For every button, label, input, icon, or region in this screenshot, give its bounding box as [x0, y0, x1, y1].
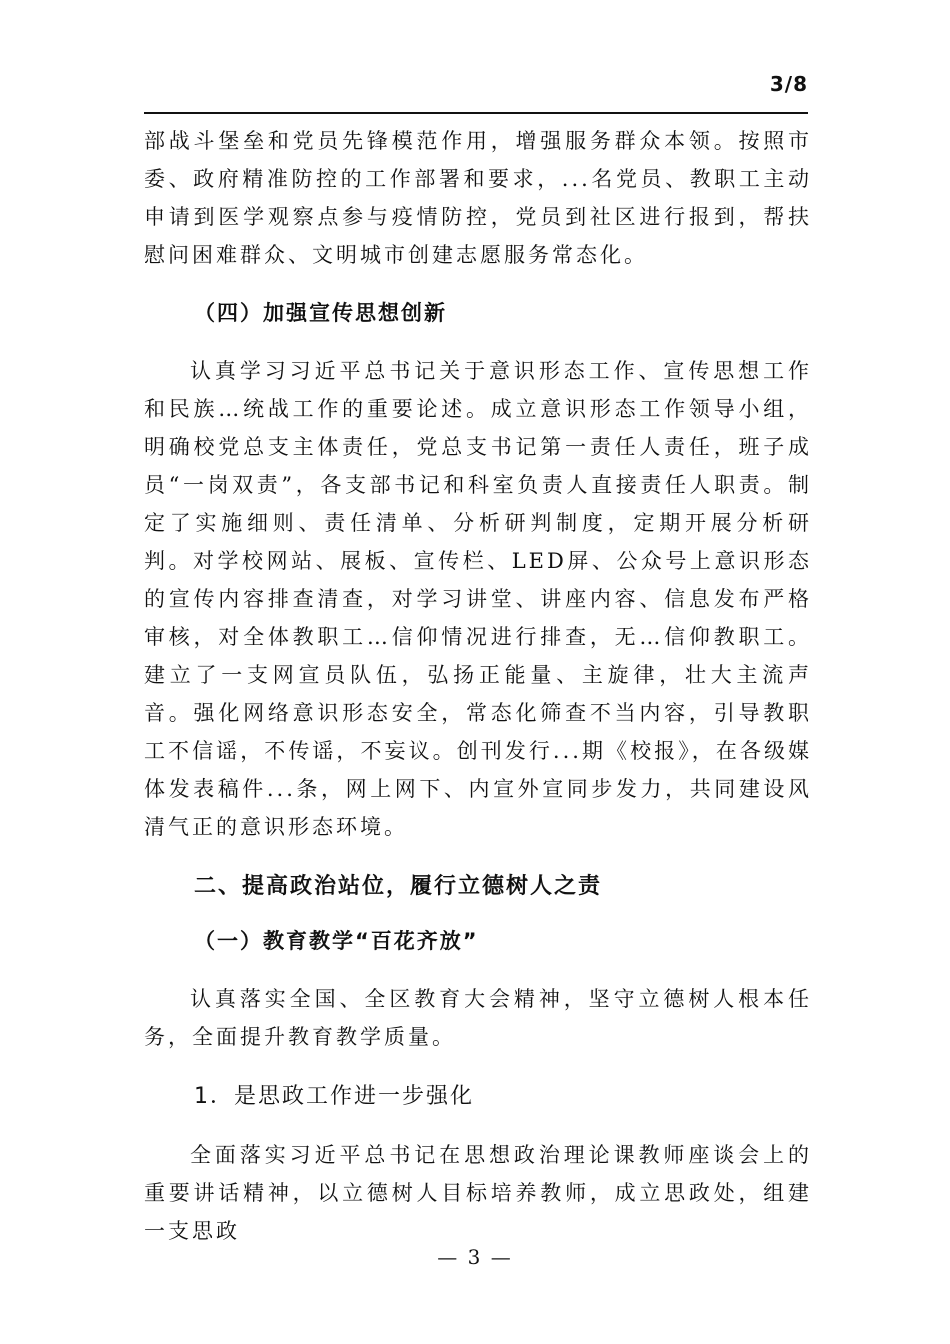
body-paragraph: 认真学习习近平总书记关于意识形态工作、宣传思想工作和民族…统战工作的重要论述。成立意识形态工作领导小组，明确校党总支主体责任，党总支书记第一责任人责任，班子成员“一岗双责”，各支部书记和科室负责人直接责任人职责。制定了实施细则、责任清单、分析研判制度，定期开展分析研判。对学校网站、展板、宣传栏、LED屏、公众号上意识形态的宣传内容排查清查，对学习讲堂、讲座内容、信息发布严格审核，对全体教职工…信仰情况进行排查，无…信仰教职工。建立了一支网宣员队伍，弘扬正能量、主旋律，壮大主流声音。强化网络意识形态安全，常态化筛查不当内容，引导教职工不信谣，不传谣，不妄议。创刊发行...期《校报》，在各级媒体发表稿件...条，网上网下、内宣外宣同步发力，共同建设风清气正的意识形态环境。	[144, 359, 812, 839]
body-paragraph: 全面落实习近平总书记在思想政治理论课教师座谈会上的重要讲话精神，以立德树人目标培养教师，成立思政处，组建一支思政	[144, 1143, 812, 1243]
header-rule	[144, 112, 808, 114]
chapter-heading: 二、提高政治站位，履行立德树人之责	[194, 874, 603, 899]
section-heading: （一）教育教学“百花齐放”	[194, 929, 479, 953]
body-paragraph: 认真落实全国、全区教育大会精神，坚守立德树人根本任务，全面提升教育教学质量。	[144, 987, 812, 1049]
page-footer: — 3 —	[437, 1245, 513, 1269]
body-paragraph: 部战斗堡垒和党员先锋模范作用，增强服务群众本领。按照市委、政府精准防控的工作部署和要求，...名党员、教职工主动申请到医学观察点参与疫情防控，党员到社区进行报到，帮扶慰问困难群众、文明城市创建志愿服务常态化。	[144, 129, 812, 267]
page-indicator: 3/8	[769, 72, 808, 96]
document-body	[144, 122, 812, 1250]
section-heading: （四）加强宣传思想创新	[194, 301, 447, 325]
subsection-heading: 1．是思政工作进一步强化	[194, 1084, 474, 1109]
